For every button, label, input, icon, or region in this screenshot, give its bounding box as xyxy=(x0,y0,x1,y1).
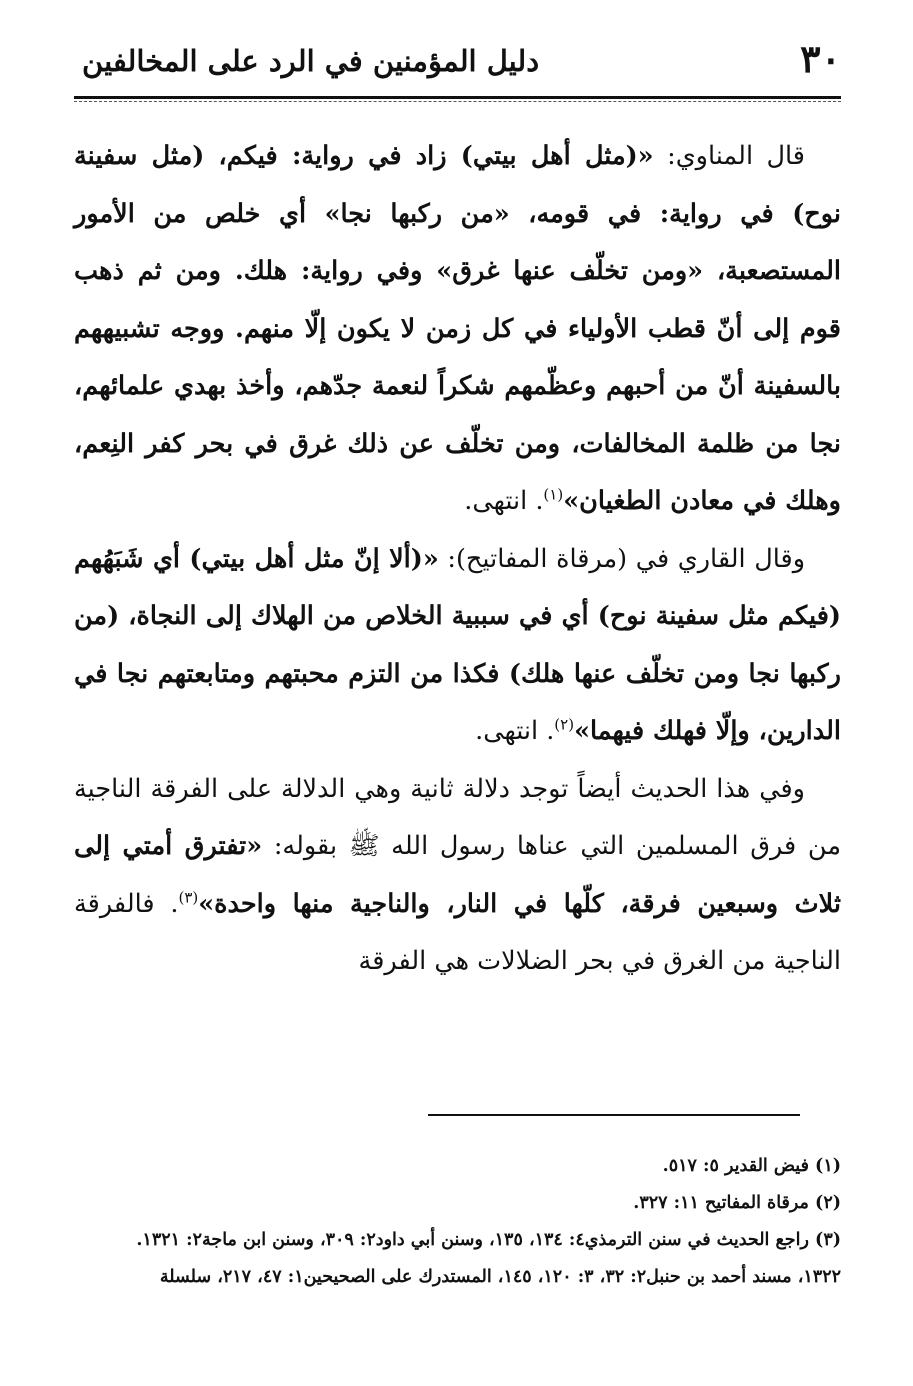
body-text xyxy=(74,128,841,991)
text-segment: قال المناوي: xyxy=(653,141,805,171)
book-title: دليل المؤمنين في الرد على المخالفين xyxy=(82,44,540,78)
header-rule xyxy=(74,96,841,99)
page-number: ٣٠ xyxy=(800,36,841,81)
footnote-3: (٣) راجع الحديث في سنن الترمذي٤: ١٣٤، ١٣٥، وسنن أبي داود٢: ٣٠٩، وسنن ابن ماجة٢: ١٣٢١. xyxy=(136,1230,841,1250)
page-header xyxy=(74,30,841,98)
footnote-2: (٢) مرقاة المفاتيح ١١: ٣٢٧. xyxy=(633,1193,841,1213)
header-rule-secondary xyxy=(74,101,841,102)
footnote-separator xyxy=(428,1114,800,1116)
paragraph-qari xyxy=(74,531,841,761)
footnote-ref-1: (١) xyxy=(543,485,564,504)
footnote-ref-2: (٢) xyxy=(554,715,575,734)
paragraph-munawi xyxy=(74,128,841,531)
footnote-1: (١) فيض القدير ٥: ٥١٧. xyxy=(662,1156,841,1176)
quote-bold: «(مثل أهل بيتي) زاد في رواية: فيكم، (مثل سفينة نوح) في رواية: في قومه، «من ركبها نجا» أي خلص من الأمور المستصعبة، «ومن تخلّف عنها غرق» وفي رواية: هلك. ومن ثم ذهب قوم إلى أنّ قطب الأولياء في كل زمن لا يكون إلّا منهم. ووجه تشبيههم بالسفينة أنّ من أحبهم وعظّمهم شكراً لنعمة جدّهم، وأخذ بهدي علمائهم، نجا من ظلمة المخالفات، ومن تخلّف عن ذلك غرق في بحر كفر النِعم، وهلك في معادن الطغيان» xyxy=(74,141,841,516)
text-segment: . انتهى. xyxy=(475,716,555,746)
footnotes xyxy=(74,1148,841,1296)
text-segment: . فالفرقة الناجية من الغرق في بحر الضلالات هي الفرقة xyxy=(74,888,841,976)
footnote-ref-3: (٣) xyxy=(178,888,199,906)
text-segment: وفي هذا الحديث أيضاً توجد دلالة ثانية وهي الدلالة على الفرقة الناجية من فرق المسلمين التي عناها رسول الله ﷺ بقوله: xyxy=(74,773,841,861)
footnote-3-continued: ١٣٢٢، مسند أحمد بن حنبل٢: ٣٢، ٣: ١٢٠، ١٤٥، المستدرك على الصحيحين١: ٤٧، ٢١٧، سلسلة xyxy=(159,1267,841,1287)
quote-bold: «تفترق أمتي إلى ثلاث وسبعين فرقة، كلّها في النار، والناجية منها واحدة» xyxy=(74,831,841,919)
text-segment: وقال القاري في (مرقاة المفاتيح): xyxy=(438,543,806,574)
paragraph-hadith xyxy=(74,761,841,991)
quote-bold: «(ألا إنّ مثل أهل بيتي) أي شَبَهُهم (فيكم مثل سفينة نوح) أي في سببية الخلاص من الهلاك إلى النجاة، (من ركبها نجا ومن تخلّف عنها هلك) فكذا من التزم محبتهم ومتابعتهم نجا في الدارين، وإلّا فهلك فيهما» xyxy=(74,543,841,746)
text-segment: . انتهى. xyxy=(464,486,544,516)
